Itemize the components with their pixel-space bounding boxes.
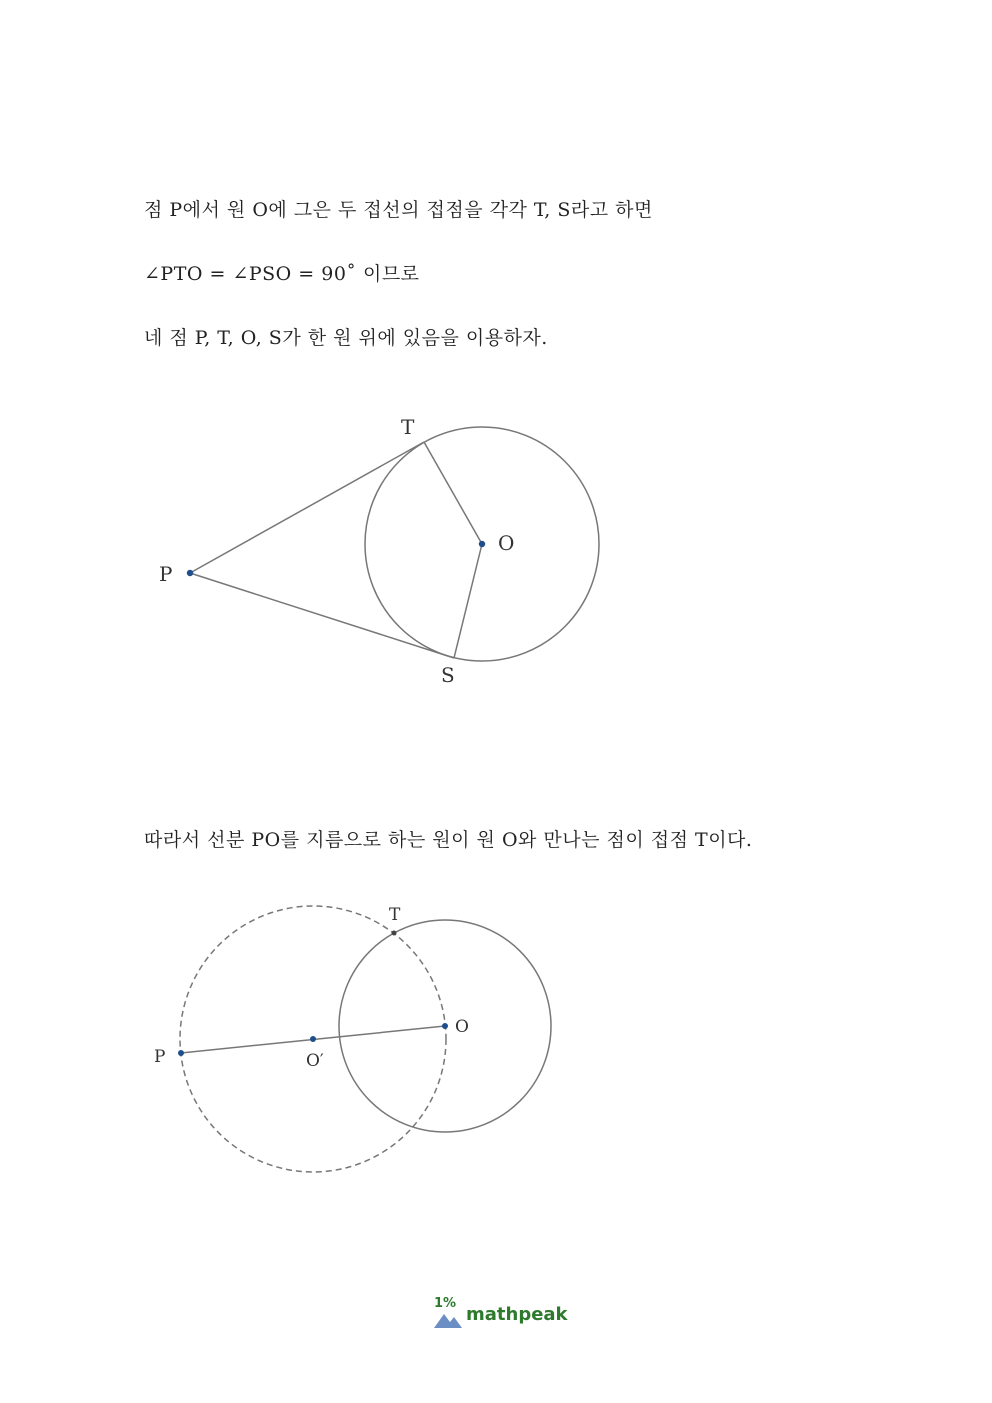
label-o-prime: O′ [306,1051,324,1071]
label-p: P [154,1047,166,1067]
explanation-line-2: ∠PTO = ∠PSO = 90˚ 이므로 [144,263,420,285]
label-p: P [159,562,173,586]
point-o [442,1023,448,1029]
point-o-prime [310,1036,316,1042]
point-p [187,570,193,576]
label-t: T [389,905,401,925]
point-t [392,931,397,936]
point-p [178,1050,184,1056]
point-o [479,541,485,547]
radius-os [454,544,482,658]
label-s: S [441,663,455,687]
mountain-icon [434,1312,464,1328]
tangent-ps [190,573,454,658]
label-t: T [401,415,415,439]
explanation-line-1: 점 P에서 원 O에 그은 두 접선의 접점을 각각 T, S라고 하면 [144,199,653,221]
logo-percent: 1% [434,1296,457,1311]
logo-name: mathpeak [466,1304,568,1325]
tangent-figure [0,400,992,700]
radius-ot [424,442,482,544]
label-o: O [455,1017,469,1037]
explanation-line-3: 네 점 P, T, O, S가 한 원 위에 있음을 이용하자. [144,327,548,349]
label-o: O [498,531,515,555]
tangent-pt [190,442,424,573]
construction-figure [0,895,992,1185]
explanation-line-4: 따라서 선분 PO를 지름으로 하는 원이 원 O와 만나는 점이 접점 T이다. [144,829,753,851]
